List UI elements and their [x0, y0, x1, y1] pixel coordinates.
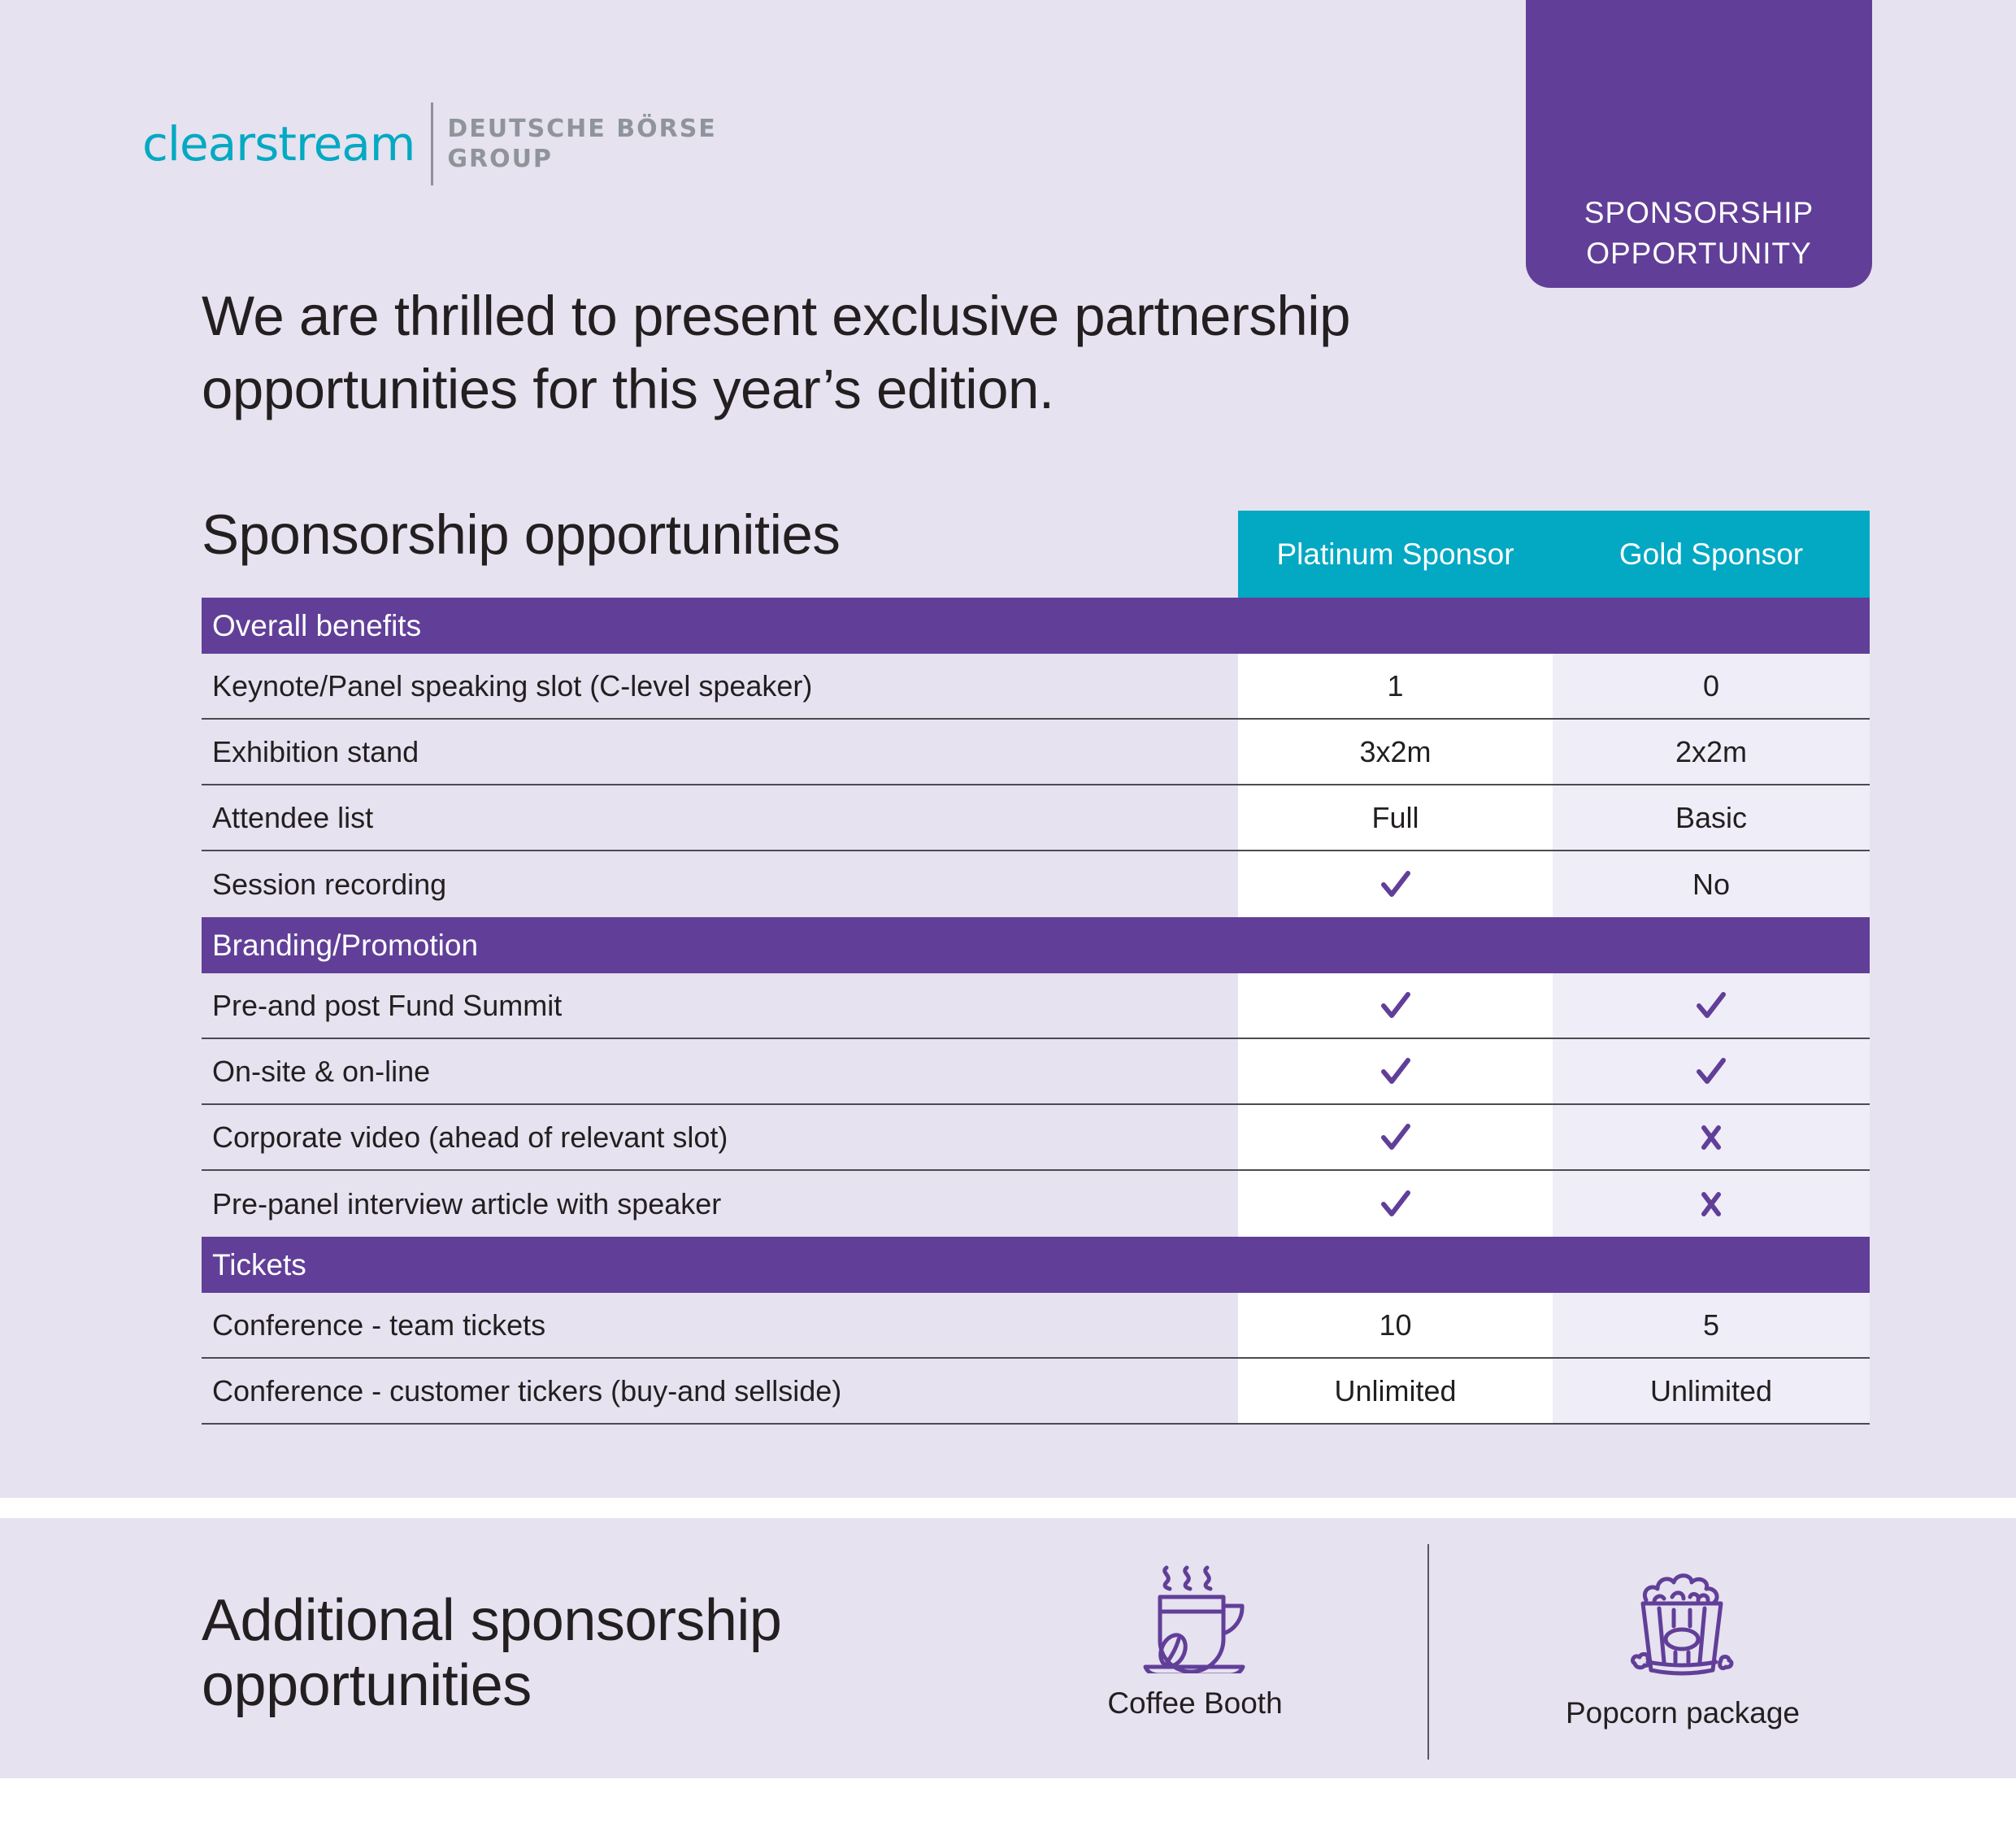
platinum-value	[1238, 1171, 1553, 1237]
column-header-platinum: Platinum Sponsor	[1276, 537, 1514, 571]
checkmark-icon	[1379, 1123, 1413, 1152]
gold-value: 0	[1553, 654, 1870, 718]
row-label: Conference - team tickets	[212, 1307, 546, 1342]
row-label: Keynote/Panel speaking slot (C-level speaker)	[212, 668, 813, 703]
gold-value: Basic	[1553, 785, 1870, 850]
checkmark-icon	[1694, 991, 1728, 1020]
additional-title	[202, 1588, 781, 1718]
gold-value: 2x2m	[1553, 720, 1870, 784]
platinum-value	[1238, 1105, 1553, 1169]
row-label: Attendee list	[212, 800, 374, 834]
badge-line1: SPONSORSHIP	[1584, 196, 1814, 229]
checkmark-icon	[1694, 1057, 1728, 1086]
gold-value: Unlimited	[1553, 1359, 1870, 1423]
sponsorship-badge	[1526, 0, 1872, 288]
gold-value	[1553, 1105, 1870, 1169]
table-row	[202, 654, 1870, 720]
table-title: Sponsorship opportunities	[202, 503, 841, 566]
gold-value	[1553, 1039, 1870, 1103]
table-row	[202, 973, 1870, 1039]
gold-value	[1553, 1171, 1870, 1237]
logo-group-line1: DEUTSCHE BÖRSE	[447, 115, 717, 143]
section-header: Branding/Promotion	[202, 917, 1870, 973]
logo-group-name	[447, 114, 716, 174]
logo-divider	[431, 102, 433, 185]
cross-icon	[1694, 1123, 1728, 1152]
table-row	[202, 1359, 1870, 1425]
checkmark-icon	[1379, 870, 1413, 899]
row-label: On-site & on-line	[212, 1054, 431, 1088]
coffee-cup-icon	[1142, 1561, 1248, 1673]
table-row	[202, 851, 1870, 917]
section-header: Overall benefits	[202, 598, 1870, 654]
badge-line2: OPPORTUNITY	[1586, 237, 1812, 270]
intro-line2: opportunities for this year’s edition.	[202, 358, 1054, 420]
row-label: Corporate video (ahead of relevant slot)	[212, 1120, 728, 1154]
row-label: Exhibition stand	[212, 734, 419, 768]
popcorn-package-option	[1536, 1561, 1829, 1730]
platinum-value: Full	[1238, 785, 1553, 850]
gold-value	[1553, 973, 1870, 1038]
section-header: Tickets	[202, 1237, 1870, 1293]
logo-group-line2: GROUP	[447, 145, 553, 173]
row-label: Pre-and post Fund Summit	[212, 988, 563, 1022]
company-logo	[142, 102, 717, 185]
intro-line1: We are thrilled to present exclusive partnership	[202, 285, 1350, 347]
checkmark-icon	[1379, 1190, 1413, 1219]
options-divider	[1427, 1544, 1429, 1760]
logo-wordmark: clearstream	[142, 116, 415, 172]
table-column-headers	[1238, 511, 1870, 598]
additional-title-line2: opportunities	[202, 1653, 532, 1718]
table-row	[202, 720, 1870, 785]
row-label: Pre-panel interview article with speaker	[212, 1186, 722, 1220]
additional-title-line1: Additional sponsorship	[202, 1588, 782, 1653]
platinum-value	[1238, 973, 1553, 1038]
table-row	[202, 785, 1870, 851]
popcorn-package-label: Popcorn package	[1566, 1696, 1800, 1729]
intro-heading	[202, 280, 1421, 426]
platinum-value	[1238, 1039, 1553, 1103]
sponsorship-table	[202, 598, 1870, 1425]
platinum-value	[1238, 851, 1553, 917]
popcorn-bucket-icon	[1630, 1561, 1736, 1683]
platinum-value: 10	[1238, 1293, 1553, 1357]
row-label: Conference - customer tickers (buy-and sellside)	[212, 1373, 842, 1407]
coffee-booth-option	[1073, 1561, 1317, 1721]
platinum-value: 3x2m	[1238, 720, 1553, 784]
column-header-gold: Gold Sponsor	[1618, 537, 1804, 571]
checkmark-icon	[1379, 991, 1413, 1020]
table-row	[202, 1293, 1870, 1359]
gold-value: No	[1553, 851, 1870, 917]
coffee-booth-label: Coffee Booth	[1107, 1686, 1283, 1720]
platinum-value: Unlimited	[1238, 1359, 1553, 1423]
gold-value: 5	[1553, 1293, 1870, 1357]
row-label: Session recording	[212, 867, 447, 901]
table-row	[202, 1039, 1870, 1105]
table-row	[202, 1171, 1870, 1237]
table-row	[202, 1105, 1870, 1171]
checkmark-icon	[1379, 1057, 1413, 1086]
platinum-value: 1	[1238, 654, 1553, 718]
cross-icon	[1694, 1190, 1728, 1219]
